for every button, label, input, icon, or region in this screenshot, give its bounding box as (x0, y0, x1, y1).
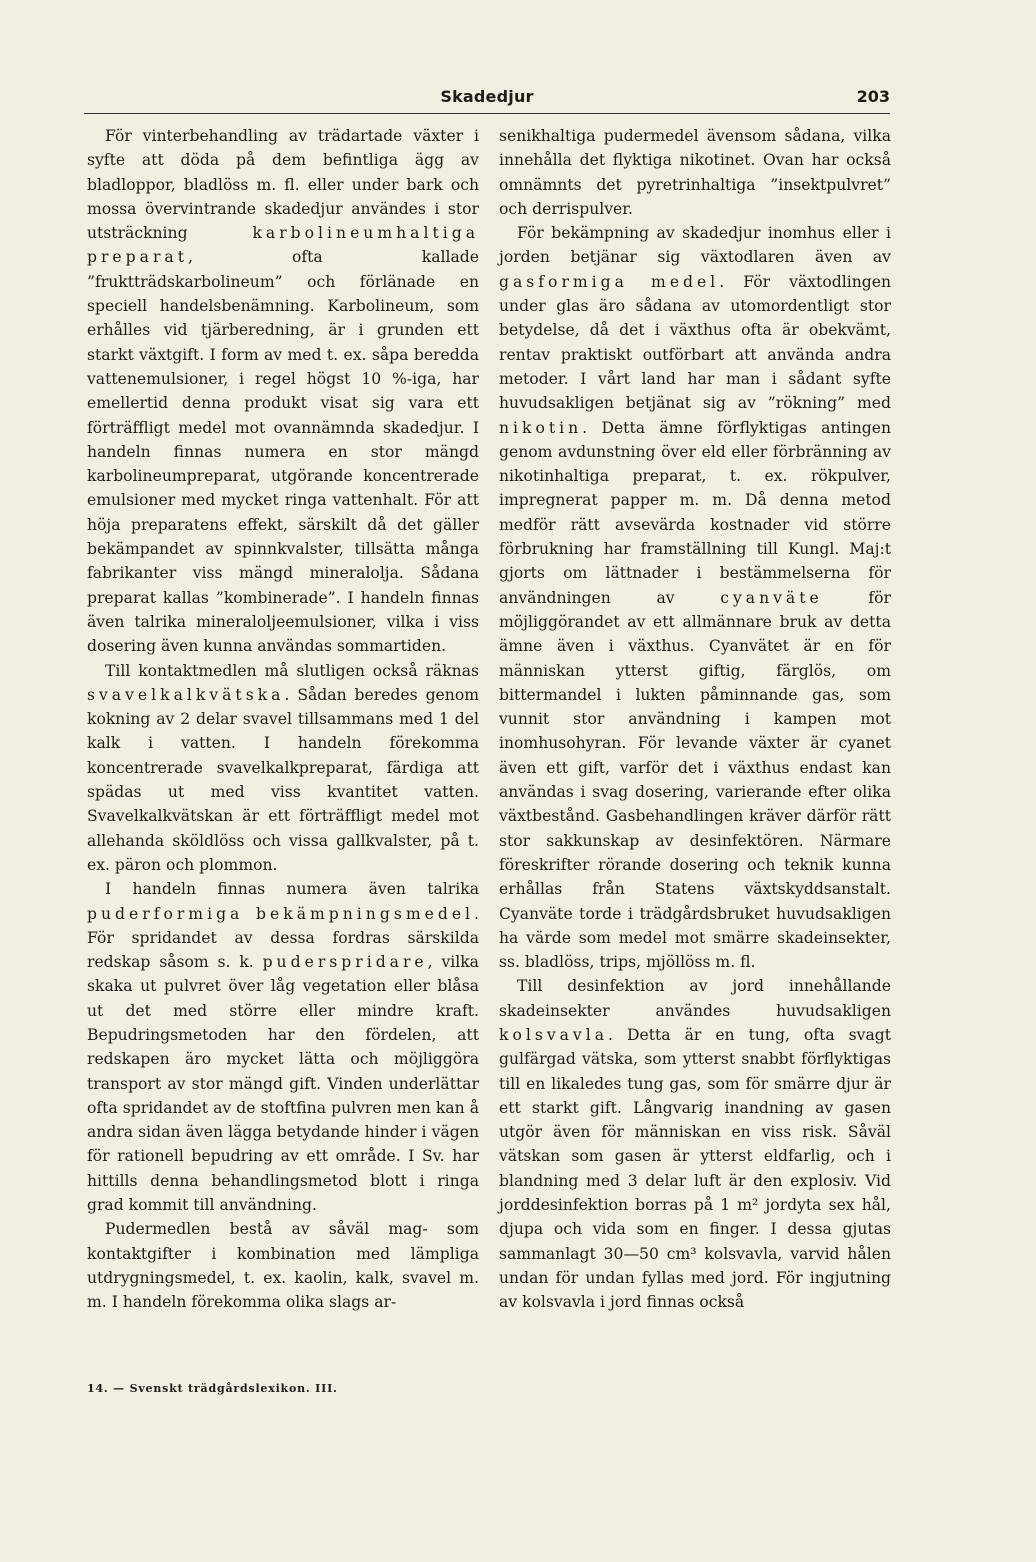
paragraph: senikhaltiga pudermedel ävensom sådana, vilka innehålla det flyktiga nikotinet. Ovan har också omnämnts det pyretrinhaltiga ”insektpulvret” och derrispulver. (499, 127, 891, 218)
page-header (84, 83, 890, 111)
paragraph (499, 221, 891, 974)
text-run: För vinterbehandling av trädartade växter i syfte att döda på dem befintliga ägg av bladloppor, bladlöss m. fl. eller under bark och mossa övervintrande skadedjur användes i stor utsträckning (87, 127, 479, 243)
spaced-term: cyanväte (720, 588, 823, 607)
text-run: . Detta ämne förflyktigas antingen genom avdunstning över eld eller förbränning av nikotinhaltiga preparat, t. ex. rökpulver, impregnerat papper m. m. Då denna metod medför rätt avsevärda kostnader vid större förbrukning har framställning till Kungl. Maj:t gjorts om lättnader i bestämmelserna för användningen av (499, 418, 891, 607)
spaced-term: gasformiga medel (499, 272, 720, 291)
page-number: 203 (856, 87, 890, 106)
text-run: . För spridandet av dessa fordras särskilda redskap såsom s. k. (87, 904, 479, 972)
text-run: , vilka skaka ut pulvret över låg vegetation eller blåsa ut det med större eller mindre kraft. Bepudringsmetoden har den fördelen, att redskapen äro mycket lätta och möjliggöra transport av stor mängd gift. Vinden underlättar ofta spridandet av de stoftfina pulvren men kan å andra sidan även lägga betydande hinder i vägen för rationell bepudring av ett område. I Sv. har hittills denna behandlingsmetod blott i ringa grad kommit till användning. (87, 953, 479, 1215)
text-run: . För växtodlingen under glas äro sådana av utomordentligt stor betydelse, då det i växthus ofta är obekvämt, rentav praktiskt outförbart att använda andra metoder. I vårt land har man i sådant syfte huvudsakligen betjänat sig av ”rökning” med (499, 272, 891, 413)
paragraph (499, 974, 891, 1314)
paragraph: Pudermedlen bestå av såväl mag- som kontaktgifter i kombination med lämpliga utdrygningsmedel, t. ex. kaolin, kalk, svavel m. m. I handeln förekomma olika slags ar- (87, 1220, 479, 1312)
signature-line: 14. — Svenskt trädgårdslexikon. III. (87, 1382, 338, 1395)
left-column (87, 124, 479, 1315)
text-run: I handeln finnas numera även talrika (105, 880, 479, 899)
spaced-term: puderspridare (262, 953, 428, 972)
spaced-term: karbolineumhaltiga preparat (87, 224, 479, 267)
text-run: , ofta kallade ”fruktträdskarbolineum” och förlänade en speciell handelsbenämning. Karbolineum, som erhålles vid tjärberedning, är i grunden ett starkt växtgift. I form av med t. ex. såpa beredda vattenemulsioner, i regel högst 10 %-iga, har emellertid denna produkt visat sig vara ett förträffligt medel mot ovannämnda skadedjur. I handeln finnas numera en stor mängd karbolineumpreparat, utgörande koncentrerade emulsioner med mycket ringa vattenhalt. För att höja preparatens effekt, särskilt då det gäller bekämpandet av spinnkvalster, tillsätta många fabrikanter viss mängd mineralolja. Sådana preparat kallas ”kombinerade”. I handeln finnas även talrika mineraloljeemulsioner, vilka i viss dosering även kunna användas sommartiden. (87, 248, 479, 656)
spaced-term: nikotin (499, 418, 583, 437)
text-run: för möjliggörandet av ett allmännare bruk av detta ämne även i växthus. Cyanvätet är en för människan ytterst giftig, färglös, om bittermandel i lukten påminnande gas, som vunnit stor användning i kampen mot inomhusohyran. För levande växter är cyanet även ett gift, varför det i växthus endast kan användas i svag dosering, varierande efter olika växtbestånd. Gasbehandlingen kräver därför rätt stor sakkunskap av desinfektören. Närmare föreskrifter rörande dosering och teknik kunna erhållas från Statens växtskyddsanstalt. Cyanväte torde i trädgårdsbruket huvudsakligen ha värde som medel mot smärre skadeinsekter, ss. bladlöss, trips, mjöllöss m. fl. (499, 588, 891, 972)
text-run: Till kontaktmedlen må slutligen också räknas (105, 661, 479, 680)
spaced-term: kolsvavla (499, 1025, 609, 1044)
spaced-term: puderformiga bekämpningsmedel (87, 904, 475, 923)
spaced-term: svavelkalkvätska (87, 685, 285, 704)
text-run: . Detta är en tung, ofta svagt gulfärgad vätska, som ytterst snabbt förflyktigas till en likaledes tung gas, som för smärre djur är ett starkt gift. Långvarig inandning av gasen utgör även för människan en viss risk. Såväl vätskan som gasen är ytterst eldfarlig, och i blandning med 3 delar luft är den explosiv. Vid jorddesinfektion borras på 1 m² jordyta sex hål, djupa och vida som en finger. I dessa gjutas sammanlagt 30—50 cm³ kolsvavla, varvid hålen undan för undan fyllas med jord. För ingjutning av kolsvavla i jord finnas också (499, 1025, 891, 1312)
text-run: För bekämpning av skadedjur inomhus eller i jorden betjänar sig växtodlaren även av (499, 224, 891, 267)
paragraph (87, 877, 479, 1217)
right-column (499, 124, 891, 1315)
running-head: Skadedjur (440, 87, 534, 106)
paragraph (87, 659, 479, 878)
header-rule (84, 113, 890, 114)
text-run: . Sådan beredes genom kokning av 2 delar svavel tillsammans med 1 del kalk i vatten. I handeln förekomma koncentrerade svavelkalkpreparat, färdiga att spädas ut med viss kvantitet vatten. Svavelkalkvätskan är ett förträffligt medel mot allehanda sköldlöss och vissa gallkvalster, på t. ex. päron och plommon. (87, 685, 479, 874)
paragraph (87, 124, 479, 659)
text-run: Till desinfektion av jord innehållande skadeinsekter användes huvudsakligen (499, 977, 891, 1020)
